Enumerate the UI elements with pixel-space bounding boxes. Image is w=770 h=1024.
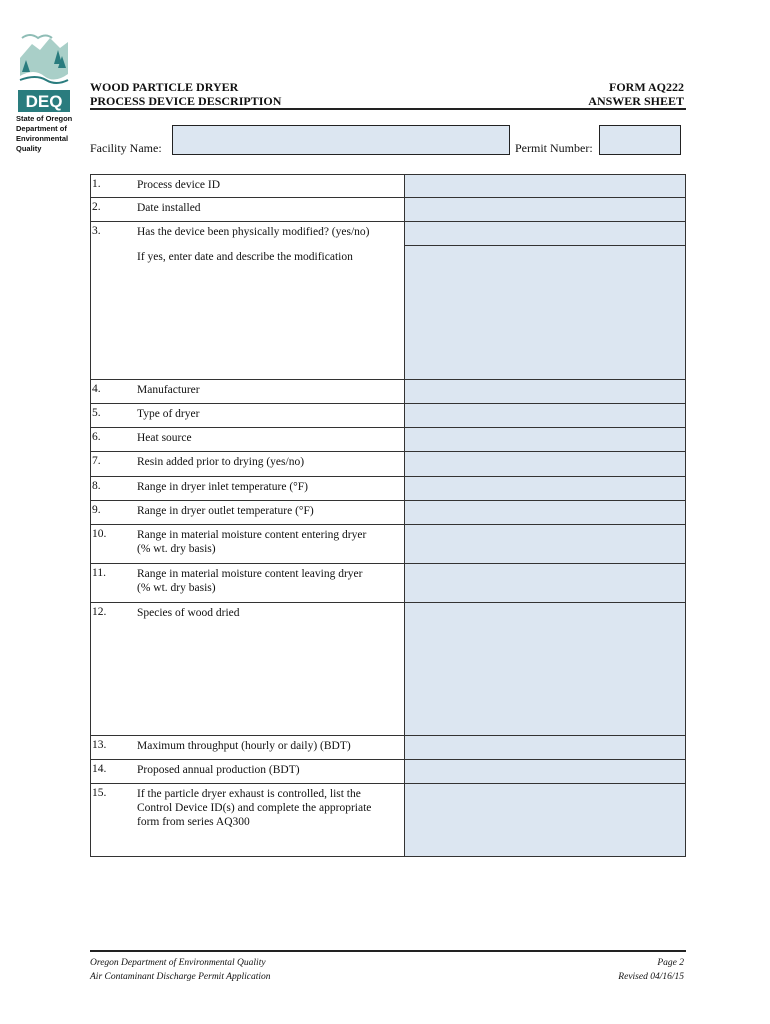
item-number: 10.: [91, 525, 138, 564]
table-row: [91, 175, 686, 198]
table-row: [91, 501, 686, 525]
item-number: 15.: [91, 784, 138, 857]
item-question-group: [137, 784, 405, 857]
answer-modified-group: [405, 222, 686, 380]
item-question: Range in dryer inlet temperature (°F): [137, 477, 405, 501]
footer-right: [618, 956, 684, 984]
table-row: [91, 736, 686, 760]
permit-number-field[interactable]: [599, 125, 681, 155]
item-subquestion: If yes, enter date and describe the modification: [137, 251, 353, 263]
logo-caption-line: Quality: [16, 144, 42, 153]
table-row: [91, 380, 686, 404]
answer-type-of-dryer[interactable]: [405, 404, 686, 428]
table-row: [91, 222, 686, 380]
item-number: 13.: [91, 736, 138, 760]
form-title-line1: WOOD PARTICLE DRYER: [90, 80, 239, 94]
answer-date-installed[interactable]: [405, 198, 686, 222]
deq-logo-icon: [16, 30, 72, 112]
facility-name-label: Facility Name:: [90, 141, 162, 155]
item-number: 1.: [91, 175, 138, 198]
form-table: [90, 174, 686, 857]
item-question: If the particle dryer exhaust is controlled, list the: [137, 788, 361, 800]
item-question: form from series AQ300: [137, 816, 250, 828]
item-question: Heat source: [137, 428, 405, 452]
item-question: Manufacturer: [137, 380, 405, 404]
footer-left: [90, 956, 271, 984]
table-row: [91, 404, 686, 428]
item-number: 8.: [91, 477, 138, 501]
item-question: Resin added prior to drying (yes/no): [137, 452, 405, 477]
item-question: Species of wood dried: [137, 603, 405, 736]
answer-modified[interactable]: [405, 222, 685, 246]
item-question: Type of dryer: [137, 404, 405, 428]
table-row: [91, 564, 686, 603]
form-id-line1: FORM AQ222: [609, 80, 684, 94]
answer-outlet-temperature[interactable]: [405, 501, 686, 525]
item-number: 6.: [91, 428, 138, 452]
table-row: [91, 784, 686, 857]
answer-resin-added[interactable]: [405, 452, 686, 477]
item-question: Range in material moisture content entering dryer: [137, 529, 367, 541]
item-number: 4.: [91, 380, 138, 404]
answer-species-of-wood[interactable]: [405, 603, 686, 736]
logo-caption-line: Environmental: [16, 134, 69, 143]
form-title-line2: PROCESS DEVICE DESCRIPTION: [90, 94, 282, 108]
item-question: (% wt. dry basis): [137, 543, 216, 555]
answer-inlet-temperature[interactable]: [405, 477, 686, 501]
table-row: [91, 760, 686, 784]
deq-logo: [16, 30, 74, 154]
item-question: Maximum throughput (hourly or daily) (BDT): [137, 736, 405, 760]
answer-max-throughput[interactable]: [405, 736, 686, 760]
item-number: 12.: [91, 603, 138, 736]
footer-application: Air Contaminant Discharge Permit Application: [90, 972, 271, 982]
footer-page-number: Page 2: [657, 958, 684, 968]
item-number: 11.: [91, 564, 138, 603]
answer-heat-source[interactable]: [405, 428, 686, 452]
item-question: Has the device been physically modified? (yes/no): [137, 226, 370, 238]
table-row: [91, 198, 686, 222]
table-row: [91, 428, 686, 452]
logo-caption-line: Department of: [16, 124, 67, 133]
item-number: 3.: [91, 222, 138, 380]
item-number: 2.: [91, 198, 138, 222]
answer-control-device-ids[interactable]: [405, 784, 686, 857]
item-number: 14.: [91, 760, 138, 784]
item-question: Proposed annual production (BDT): [137, 760, 405, 784]
answer-modification-description[interactable]: [405, 246, 685, 379]
item-number: 5.: [91, 404, 138, 428]
item-question: Process device ID: [137, 175, 405, 198]
answer-moisture-leaving[interactable]: [405, 564, 686, 603]
answer-moisture-entering[interactable]: [405, 525, 686, 564]
form-id-line2: ANSWER SHEET: [588, 94, 684, 108]
footer-divider: [90, 950, 686, 952]
item-question-group: [137, 222, 405, 380]
item-question-group: [137, 525, 405, 564]
answer-process-device-id[interactable]: [405, 175, 686, 198]
answer-annual-production[interactable]: [405, 760, 686, 784]
item-question: Control Device ID(s) and complete the appropriate: [137, 802, 372, 814]
table-row: [91, 477, 686, 501]
table-row: [91, 525, 686, 564]
item-question: (% wt. dry basis): [137, 582, 216, 594]
item-question: Range in dryer outlet temperature (°F): [137, 501, 405, 525]
permit-number-label: Permit Number:: [515, 141, 593, 155]
table-row: [91, 452, 686, 477]
item-number: 7.: [91, 452, 138, 477]
table-row: [91, 603, 686, 736]
item-question-group: [137, 564, 405, 603]
item-question: Date installed: [137, 198, 405, 222]
item-question: Range in material moisture content leaving dryer: [137, 568, 363, 580]
facility-name-field[interactable]: [172, 125, 510, 155]
answer-manufacturer[interactable]: [405, 380, 686, 404]
form-title: [90, 80, 281, 108]
logo-caption-line: State of Oregon: [16, 114, 73, 123]
footer-agency: Oregon Department of Environmental Quality: [90, 958, 266, 968]
form-id: [588, 80, 684, 108]
header-divider: [90, 108, 686, 110]
deq-logo-text: DEQ: [25, 92, 63, 111]
item-number: 9.: [91, 501, 138, 525]
footer-revised-date: Revised 04/16/15: [618, 972, 684, 982]
